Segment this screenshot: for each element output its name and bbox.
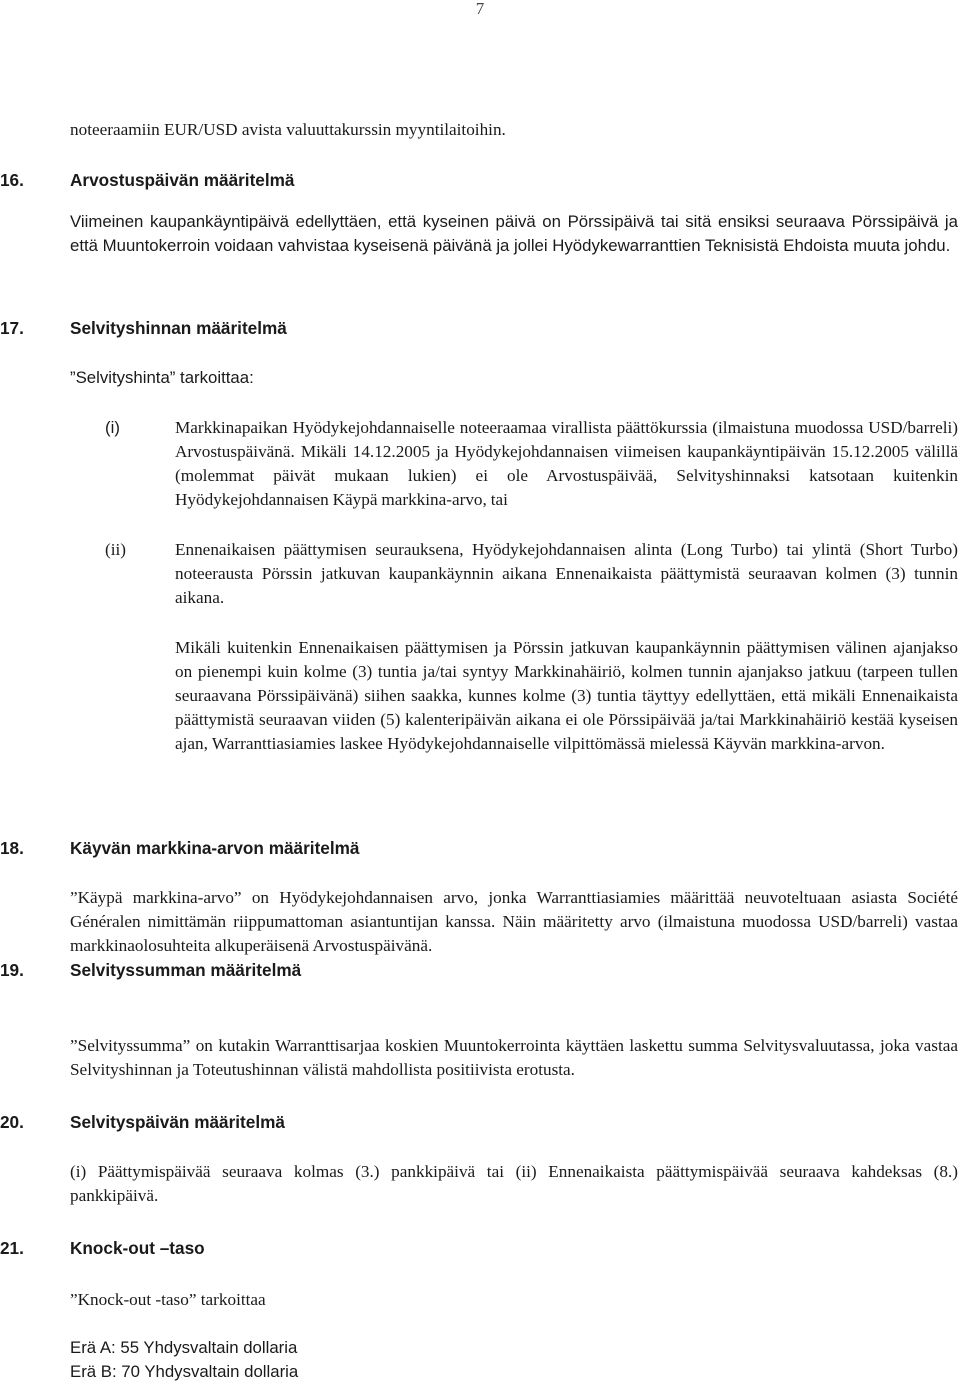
section-20-number: 20. bbox=[0, 1112, 24, 1132]
section-16-number: 16. bbox=[0, 170, 24, 190]
section-19-title: Selvityssumman määritelmä bbox=[70, 960, 302, 980]
section-18-body: ”Käypä markkina-arvo” on Hyödykejohdannaisen arvo, jonka Warranttiasiamies määrittää neuvoteltuaan asiasta Société Généralen nimittämän riippumattoman asiantuntijan kanssa. Näin määritetty arvo (ilmaistuna muodossa USD/barreli) vastaa markkinaolosuhteita alkuperäisenä Arvostuspäivänä. bbox=[70, 888, 958, 955]
section-19-number: 19. bbox=[0, 960, 24, 980]
section-17-intro: ”Selvityshinta” tarkoittaa: bbox=[70, 368, 254, 387]
item-ii-text: Ennenaikaisen päättymisen seurauksena, Hyödykejohdannaisen alinta (Long Turbo) tai ylintä (Short Turbo) noteerausta Pörssin jatkuvan kaupankäynnin aikana Ennenaikaista päättymistä seuraavan kolmen (3) tunnin aikana. bbox=[175, 540, 958, 607]
section-21-line-b: Erä B: 70 Yhdysvaltain dollaria bbox=[70, 1362, 299, 1381]
item-ii-marker: (ii) bbox=[105, 540, 126, 559]
section-19-body: ”Selvityssumma” on kutakin Warranttisarjaa koskien Muuntokerrointa käyttäen laskettu summa Selvitysvaluutassa, joka vastaa Selvityshinnan ja Toteutushinnan välistä mahdollista positiivista erotusta. bbox=[70, 1036, 958, 1079]
section-18-number: 18. bbox=[0, 838, 24, 858]
section-17-number: 17. bbox=[0, 318, 24, 338]
intro-line: noteeraamiin EUR/USD avista valuuttakurssin myyntilaitoihin. bbox=[70, 120, 506, 139]
section-17-note: Mikäli kuitenkin Ennenaikaisen päättymisen ja Pörssin jatkuvan kaupankäynnin päättymisen välinen ajanjakso on pienempi kuin kolme (3) tuntia ja/tai syntyy Markkinahäiriö, kolmen tunnin ajanjakso jatkuu (tarpeen tullen seuraavana Pörssipäivänä) siihen saakka, kunnes kolme (3) tuntia täyttyy edellyttäen, että mikäli Ennenaikaista päättymistä seuraavan viiden (5) kalenteripäivän aikana ei ole Pörssipäivää ja/tai Markkinahäiriö kestää kyseisen ajan, Warranttiasiamies laskee Hyödykejohdannaiselle vilpittömässä mielessä Käyvän markkina-arvon. bbox=[175, 638, 958, 753]
section-18-title: Käyvän markkina-arvon määritelmä bbox=[70, 838, 360, 858]
section-20-title: Selvityspäivän määritelmä bbox=[70, 1112, 285, 1132]
section-20-body: (i) Päättymispäivää seuraava kolmas (3.) pankkipäivä tai (ii) Ennenaikaista päättymispäivää seuraava kahdeksas (8.) pankkipäivä. bbox=[70, 1162, 958, 1205]
section-21-title: Knock-out –taso bbox=[70, 1238, 205, 1258]
section-21-line-a: Erä A: 55 Yhdysvaltain dollaria bbox=[70, 1338, 298, 1357]
item-i-marker: (i) bbox=[105, 418, 120, 437]
page-number: 7 bbox=[475, 0, 485, 18]
section-16-body: Viimeinen kaupankäyntipäivä edellyttäen, että kyseinen päivä on Pörssipäivä tai sitä ensiksi seuraava Pörssipäivä ja että Muuntokerroin voidaan vahvistaa kyseisenä päivänä ja jollei Hyödykewarranttien Teknisistä Ehdoista muuta johdu. bbox=[70, 212, 958, 255]
item-i-text: Markkinapaikan Hyödykejohdannaiselle noteeraamaa virallista päättökurssia (ilmaistuna muodossa USD/barreli) Arvostuspäivänä. Mikäli 14.12.2005 ja Hyödykejohdannaisen viimeisen kaupankäyntipäivän 15.12.2005 välillä (molemmat päivät mukaan lukien) ei ole Arvostuspäivää, Selvityshinnaksi katsotaan kuitenkin Hyödykejohdannaisen Käypä markkina-arvo, tai bbox=[175, 418, 958, 509]
section-17-title: Selvityshinnan määritelmä bbox=[70, 318, 287, 338]
section-21-number: 21. bbox=[0, 1238, 24, 1258]
section-16-title: Arvostuspäivän määritelmä bbox=[70, 170, 295, 190]
section-21-intro: ”Knock-out -taso” tarkoittaa bbox=[70, 1290, 266, 1309]
